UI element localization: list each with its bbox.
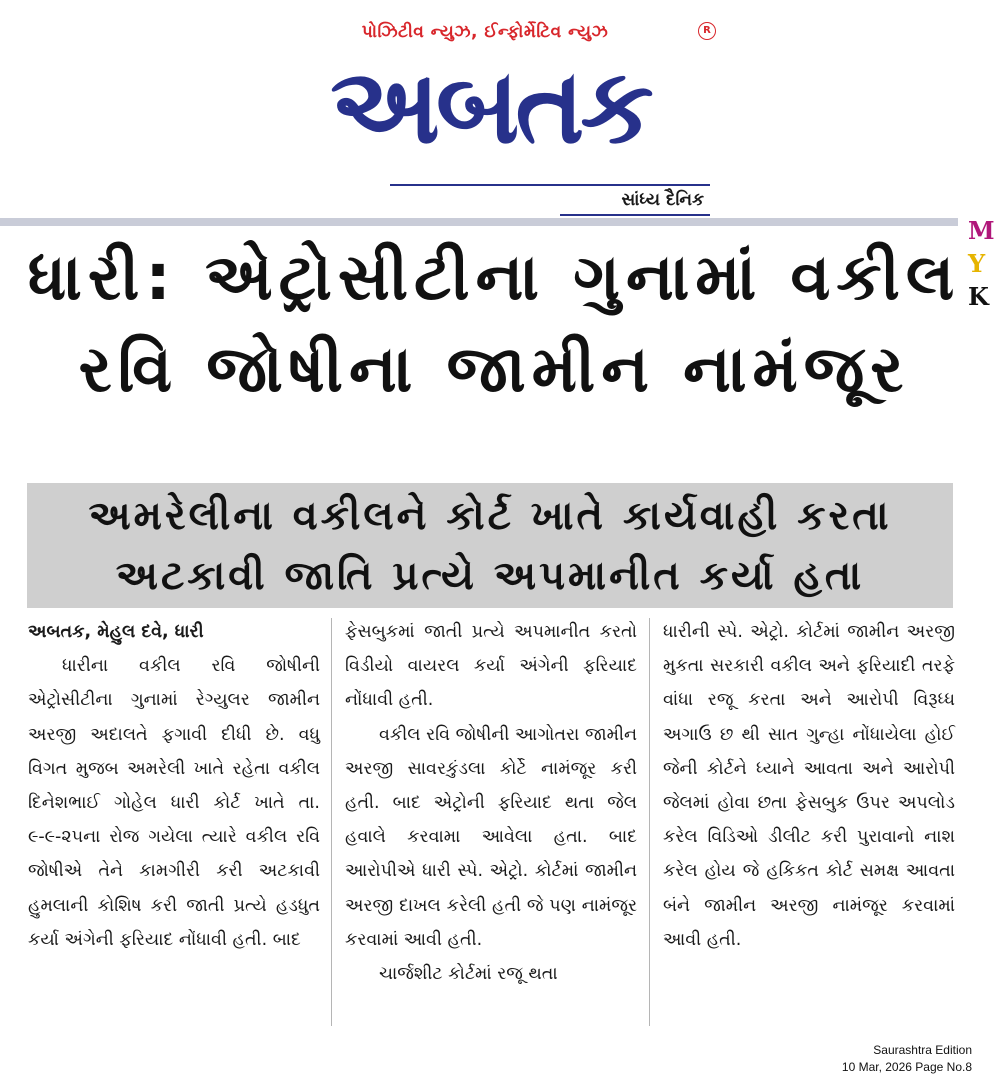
subhead-line: અટકાવી જાતિ પ્રત્યે અપમાનીત કર્યા હતા [115,553,865,599]
article-paragraph: ધારીના વકીલ રવિ જોષીની એટ્રોસીટીના ગુનામાં રેગ્યુલર જામીન અરજી અદાલતે ફગાવી દીધી છે. વધુ વિગત મુજબ અમરેલી ખાતે રહેતા વકીલ દિનેશભાઈ ગોહેલ ધારી કોર્ટ ખાતે તા. ૯-૯-૨૫ના રોજ ગયેલા ત્યારે વકીલ રવિ જોષીએ તેને કામગીરી કરી અટકાવી હુમલાની કોશિષ કરી જાતી પ્રત્યે હડધુત કર્યા અંગેની ફરિયાદ નોંધાવી હતી. બાદ [28,656,320,950]
masthead-tagline: પોઝિટીવ ન્યુઝ, ઈન્ફોર્મેટિવ ન્યુઝ [361,22,609,42]
headline-line: રવિ જોષીના જામીન નામંજૂર [78,333,910,407]
article-headline [24,232,964,416]
edition-underline [560,214,710,216]
peek-letter: Y [968,249,986,278]
date-page-number: 10 Mar, 2026 Page No.8 [841,1060,972,1074]
registered-trademark-icon: R [698,22,716,40]
edition-type-label: સાંધ્ય દૈનિક [621,190,704,210]
article-column-1 [28,615,320,957]
column-divider [331,618,332,1026]
article-subhead [27,486,953,606]
peek-letter: M [968,216,995,245]
headline-line: ધારી: એટ્રોસીટીના ગુનામાં વકીલ [27,241,961,315]
logo-underline [390,184,710,186]
article-byline: અબતક, મેહુલ દવે, ધારી [28,622,204,642]
subhead-line: અમરેલીના વકીલને કોર્ટ ખાતે કાર્યવાહી કરતા [88,493,892,539]
peek-letter: K [968,282,989,311]
newspaper-logo: અબતક [330,45,650,167]
edition-name: Saurashtra Edition [873,1043,972,1057]
article-paragraph: ચાર્જશીટ કોર્ટમાં રજૂ થતા [379,964,558,985]
masthead [260,18,720,208]
article-column-3 [663,615,955,957]
page-footer [842,1042,972,1076]
article-paragraph: ધારીની સ્પે. એટ્રો. કોર્ટમાં જામીન અરજી મુકતા સરકારી વકીલ અને ફરિયાદી તરફે વાંધા રજૂ કરતા અને આરોપી વિરૂધ્ધ અગાઉ છ થી સાત ગુન્હા નોંધાયેલા હોઈ જેની કોર્ટને ધ્યાને આવતા અને આરોપી જેલમાં હોવા છતા ફેસબુક ઉપર અપલોડ કરેલ વિડિઓ ડીલીટ કરી પુરાવાનો નાશ કરેલ હોય જે હકિકત કોર્ટ સમક્ષ આવતા બંને જામીન અરજી નામંજૂર કરવામાં આવી હતી. [663,622,955,950]
column-divider [649,618,650,1026]
article-column-2 [345,615,637,991]
article-paragraph: વકીલ રવિ જોષીની આગોતરા જામીન અરજી સાવરકુંડલા કોર્ટે નામંજૂર કરી હતી. બાદ એટ્રોની ફરિયાદ થતા જેલ હવાલે કરવામા આવેલા હતા. બાદ આરોપીએ ધારી સ્પે. એટ્રો. કોર્ટમાં જામીન અરજી દાખલ કરેલી હતી જે પણ નામંજૂર કરવામાં આવી હતી. [345,724,637,950]
adjacent-article-peek [968,214,995,313]
article-paragraph: ફેસબુકમાં જાતી પ્રત્યે અપમાનીત કરતો વિડીયો વાયરલ કર્યા અંગેની ફરિયાદ નોંધાવી હતી. [345,622,637,711]
masthead-divider [0,218,958,226]
